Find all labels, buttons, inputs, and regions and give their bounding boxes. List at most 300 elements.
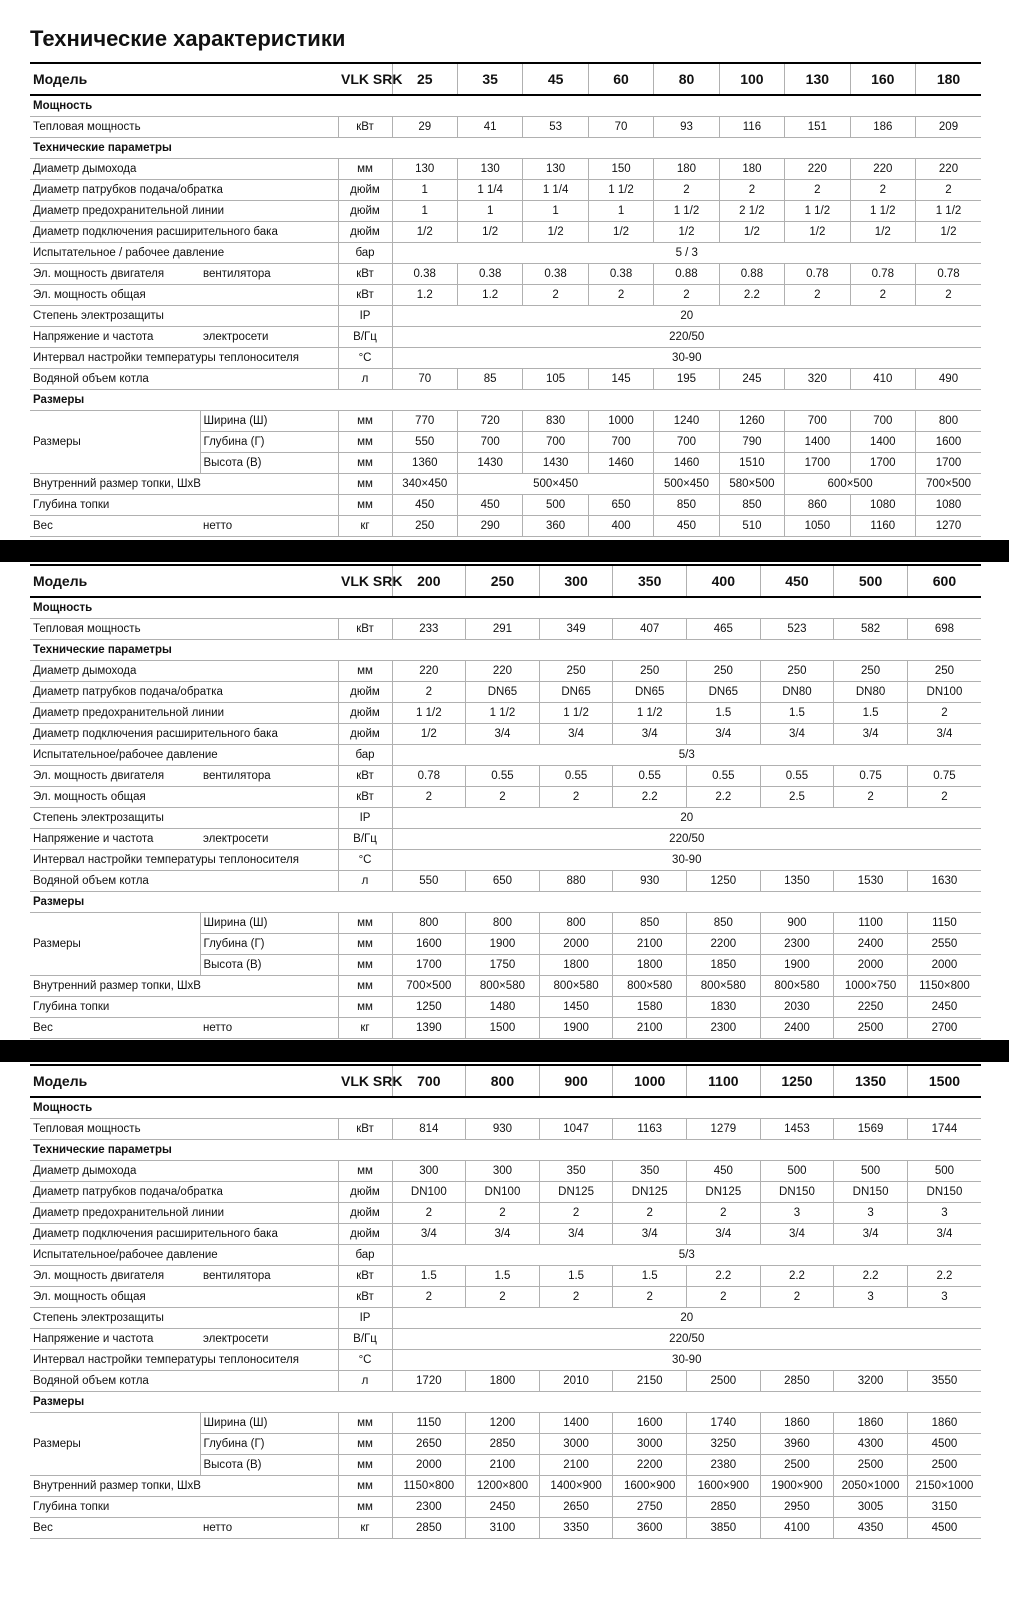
value-cell: 300 — [392, 1161, 466, 1182]
value-cell: 2750 — [613, 1497, 687, 1518]
row-label: Диаметр дымохода — [30, 661, 338, 682]
value-cell: 250 — [907, 661, 981, 682]
value-cell: DN125 — [613, 1182, 687, 1203]
value-cell: 0.55 — [466, 766, 540, 787]
row-sub-label: нетто — [200, 1018, 338, 1039]
value-cell: 3/4 — [539, 1224, 613, 1245]
value-cell: 1163 — [613, 1119, 687, 1140]
value-cell: 800 — [539, 913, 613, 934]
row-sub-label: электросети — [200, 1329, 338, 1350]
group-label: Размеры — [30, 1413, 200, 1476]
unit-cell: дюйм — [338, 703, 392, 724]
unit-cell: дюйм — [338, 682, 392, 703]
value-cell: 490 — [916, 369, 981, 390]
merged-value-cell: 20 — [392, 808, 981, 829]
value-cell: 1240 — [654, 411, 719, 432]
merged-value-cell: 220/50 — [392, 327, 981, 348]
value-cell: 1460 — [654, 453, 719, 474]
value-cell: 70 — [392, 369, 457, 390]
value-cell: 2 — [392, 682, 466, 703]
value-cell: DN65 — [613, 682, 687, 703]
unit-cell: мм — [338, 411, 392, 432]
table-row — [30, 306, 981, 327]
model-column-header: 350 — [613, 565, 687, 597]
value-cell: 700 — [523, 432, 588, 453]
value-cell: 0.88 — [719, 264, 784, 285]
value-cell: 0.78 — [850, 264, 915, 285]
unit-cell: дюйм — [338, 222, 392, 243]
value-cell: 150 — [588, 159, 653, 180]
value-cell: 3/4 — [907, 1224, 981, 1245]
merged-value-cell: 20 — [392, 1308, 981, 1329]
value-cell: 850 — [613, 913, 687, 934]
value-cell: 2100 — [466, 1455, 540, 1476]
value-cell: 860 — [785, 495, 850, 516]
unit-cell: л — [338, 1371, 392, 1392]
section-header-row — [30, 95, 981, 117]
merged-value-cell: 5/3 — [392, 745, 981, 766]
value-cell: 2 — [907, 703, 981, 724]
section-title: Размеры — [30, 390, 981, 411]
model-header-label: Модель — [30, 1065, 338, 1097]
series-label: VLK SRK — [338, 1065, 392, 1097]
table-row — [30, 1329, 981, 1350]
value-cell: 116 — [719, 117, 784, 138]
model-column-header: 700 — [392, 1065, 466, 1097]
model-column-header: 800 — [466, 1065, 540, 1097]
value-cell: 350 — [613, 1161, 687, 1182]
value-cell: 1150 — [907, 913, 981, 934]
model-column-header: 25 — [392, 63, 457, 95]
value-cell: 0.55 — [687, 766, 761, 787]
value-cell: 1830 — [687, 997, 761, 1018]
value-cell: 1/2 — [654, 222, 719, 243]
model-header-label: Модель — [30, 565, 338, 597]
row-label: Напряжение и частота — [30, 1329, 200, 1350]
value-cell: 1569 — [834, 1119, 908, 1140]
value-cell: 3/4 — [760, 1224, 834, 1245]
value-cell: 2 — [523, 285, 588, 306]
value-cell: 3 — [907, 1203, 981, 1224]
value-cell: 220 — [850, 159, 915, 180]
value-cell: 1 1/4 — [457, 180, 522, 201]
value-cell: 1150×800 — [392, 1476, 466, 1497]
value-cell: 130 — [392, 159, 457, 180]
value-cell: 3 — [760, 1203, 834, 1224]
value-cell: 1.5 — [760, 703, 834, 724]
value-cell: 2850 — [466, 1434, 540, 1455]
unit-cell: мм — [338, 976, 392, 997]
value-cell: 1600×900 — [687, 1476, 761, 1497]
value-cell: 3200 — [834, 1371, 908, 1392]
table-row — [30, 495, 981, 516]
value-cell: 1860 — [834, 1413, 908, 1434]
value-cell: 1460 — [588, 453, 653, 474]
unit-cell: кг — [338, 516, 392, 537]
value-cell: 1.2 — [392, 285, 457, 306]
table-row — [30, 1224, 981, 1245]
value-cell: 1900 — [760, 955, 834, 976]
value-cell: 2 — [834, 787, 908, 808]
value-cell: 1/2 — [916, 222, 981, 243]
unit-cell: °C — [338, 1350, 392, 1371]
value-cell: 2500 — [907, 1455, 981, 1476]
row-label: Диаметр патрубков подача/обратка — [30, 682, 338, 703]
value-cell: 360 — [523, 516, 588, 537]
merged-value-cell: 30-90 — [392, 850, 981, 871]
row-label: Глубина топки — [30, 1497, 338, 1518]
value-cell: 3/4 — [392, 1224, 466, 1245]
unit-cell: мм — [338, 934, 392, 955]
table-row — [30, 787, 981, 808]
row-label: Диаметр предохранительной линии — [30, 201, 338, 222]
table-row — [30, 724, 981, 745]
header-row — [30, 63, 981, 95]
value-cell: 2100 — [539, 1455, 613, 1476]
section-title: Технические параметры — [30, 640, 981, 661]
unit-cell: кВт — [338, 766, 392, 787]
value-cell: 2850 — [687, 1497, 761, 1518]
value-cell: 1530 — [834, 871, 908, 892]
unit-cell: дюйм — [338, 201, 392, 222]
value-cell: DN65 — [687, 682, 761, 703]
spec-table-block-1 — [30, 62, 981, 537]
value-cell: 3/4 — [539, 724, 613, 745]
model-column-header: 100 — [719, 63, 784, 95]
value-cell: 1250 — [687, 871, 761, 892]
value-cell: 880 — [539, 871, 613, 892]
value-cell: 300 — [466, 1161, 540, 1182]
row-label: Вес — [30, 516, 200, 537]
value-cell: 245 — [719, 369, 784, 390]
value-cell: 1/2 — [523, 222, 588, 243]
model-column-header: 300 — [539, 565, 613, 597]
value-cell: 4100 — [760, 1518, 834, 1539]
table-row — [30, 1308, 981, 1329]
value-cell: 2.2 — [760, 1266, 834, 1287]
row-label: Интервал настройки температуры теплоносителя — [30, 348, 338, 369]
value-cell: 2.2 — [719, 285, 784, 306]
row-label: Эл. мощность общая — [30, 787, 338, 808]
unit-cell: мм — [338, 453, 392, 474]
value-cell: 700 — [654, 432, 719, 453]
value-cell: 2 — [588, 285, 653, 306]
value-cell: 1 1/2 — [588, 180, 653, 201]
value-cell: 1080 — [916, 495, 981, 516]
value-cell: 698 — [907, 619, 981, 640]
table-row — [30, 180, 981, 201]
value-cell: 1.5 — [466, 1266, 540, 1287]
sub-label: Глубина (Г) — [200, 432, 338, 453]
value-cell: 500 — [834, 1161, 908, 1182]
value-cell: 410 — [850, 369, 915, 390]
value-cell: 1 1/4 — [523, 180, 588, 201]
table-row — [30, 1497, 981, 1518]
value-cell: 2 — [466, 1203, 540, 1224]
value-cell: 2 — [785, 180, 850, 201]
value-cell: 2 — [466, 1287, 540, 1308]
value-cell: 3550 — [907, 1371, 981, 1392]
value-cell: DN150 — [760, 1182, 834, 1203]
value-cell: 2 — [687, 1203, 761, 1224]
value-cell: 800×580 — [760, 976, 834, 997]
unit-cell: кг — [338, 1018, 392, 1039]
value-cell: 145 — [588, 369, 653, 390]
value-cell: 250 — [613, 661, 687, 682]
value-cell: 1.5 — [834, 703, 908, 724]
merged-value-cell: 5 / 3 — [392, 243, 981, 264]
value-cell: 4500 — [907, 1434, 981, 1455]
value-cell: 1 — [588, 201, 653, 222]
value-cell: 1453 — [760, 1119, 834, 1140]
sub-label: Высота (В) — [200, 955, 338, 976]
value-cell: 2850 — [392, 1518, 466, 1539]
value-cell: 1480 — [466, 997, 540, 1018]
model-column-header: 45 — [523, 63, 588, 95]
value-cell: 250 — [834, 661, 908, 682]
row-label: Внутренний размер топки, ШхВ — [30, 1476, 338, 1497]
unit-cell: мм — [338, 1161, 392, 1182]
unit-cell: В/Гц — [338, 1329, 392, 1350]
value-cell: 3 — [907, 1287, 981, 1308]
value-cell: 2 — [916, 285, 981, 306]
table-row — [30, 1018, 981, 1039]
value-cell: 0.55 — [613, 766, 687, 787]
value-cell: 250 — [760, 661, 834, 682]
value-cell: 1000 — [588, 411, 653, 432]
value-cell: 814 — [392, 1119, 466, 1140]
table-row — [30, 369, 981, 390]
value-cell: 2650 — [539, 1497, 613, 1518]
value-cell: DN100 — [907, 682, 981, 703]
value-cell: 3005 — [834, 1497, 908, 1518]
unit-cell: л — [338, 369, 392, 390]
table-row — [30, 829, 981, 850]
value-cell: 720 — [457, 411, 522, 432]
unit-cell: мм — [338, 1497, 392, 1518]
value-cell: 600×500 — [785, 474, 916, 495]
value-cell: 4350 — [834, 1518, 908, 1539]
value-cell: 3850 — [687, 1518, 761, 1539]
section-title: Мощность — [30, 95, 981, 117]
model-column-header: 500 — [834, 565, 908, 597]
value-cell: 1047 — [539, 1119, 613, 1140]
model-column-header: 900 — [539, 1065, 613, 1097]
header-row — [30, 565, 981, 597]
value-cell: 450 — [687, 1161, 761, 1182]
value-cell: 1600 — [392, 934, 466, 955]
value-cell: 2650 — [392, 1434, 466, 1455]
value-cell: 1 — [457, 201, 522, 222]
row-label: Внутренний размер топки, ШхВ — [30, 976, 338, 997]
value-cell: 500 — [907, 1161, 981, 1182]
row-label: Диаметр дымохода — [30, 1161, 338, 1182]
row-label: Испытательное/рабочее давление — [30, 745, 338, 766]
value-cell: 2 — [613, 1287, 687, 1308]
value-cell: DN125 — [687, 1182, 761, 1203]
value-cell: 350 — [539, 1161, 613, 1182]
section-header-row — [30, 597, 981, 619]
value-cell: 1630 — [907, 871, 981, 892]
merged-value-cell: 5/3 — [392, 1245, 981, 1266]
value-cell: 450 — [457, 495, 522, 516]
model-column-header: 130 — [785, 63, 850, 95]
value-cell: 195 — [654, 369, 719, 390]
unit-cell: мм — [338, 159, 392, 180]
value-cell: 2550 — [907, 934, 981, 955]
value-cell: 3 — [834, 1203, 908, 1224]
value-cell: 3250 — [687, 1434, 761, 1455]
merged-value-cell: 20 — [392, 306, 981, 327]
value-cell: 1900×900 — [760, 1476, 834, 1497]
value-cell: 1800 — [466, 1371, 540, 1392]
sub-label: Ширина (Ш) — [200, 411, 338, 432]
value-cell: 500×450 — [654, 474, 719, 495]
spec-table — [30, 1064, 981, 1539]
row-label: Напряжение и частота — [30, 829, 200, 850]
value-cell: 800×580 — [687, 976, 761, 997]
value-cell: 2700 — [907, 1018, 981, 1039]
unit-cell: мм — [338, 1455, 392, 1476]
value-cell: 220 — [785, 159, 850, 180]
value-cell: 2030 — [760, 997, 834, 1018]
value-cell: 1390 — [392, 1018, 466, 1039]
row-label: Тепловая мощность — [30, 619, 338, 640]
value-cell: 650 — [588, 495, 653, 516]
value-cell: 0.55 — [760, 766, 834, 787]
unit-cell: мм — [338, 955, 392, 976]
value-cell: 2 — [654, 285, 719, 306]
unit-cell: кВт — [338, 264, 392, 285]
value-cell: 2500 — [834, 1455, 908, 1476]
value-cell: 180 — [719, 159, 784, 180]
value-cell: 2400 — [760, 1018, 834, 1039]
value-cell: 1.5 — [539, 1266, 613, 1287]
value-cell: 2000 — [392, 1455, 466, 1476]
value-cell: 3/4 — [613, 724, 687, 745]
unit-cell: мм — [338, 913, 392, 934]
value-cell: 450 — [392, 495, 457, 516]
value-cell: 1600 — [613, 1413, 687, 1434]
value-cell: DN150 — [834, 1182, 908, 1203]
value-cell: 4300 — [834, 1434, 908, 1455]
row-label: Испытательное/рабочее давление — [30, 1245, 338, 1266]
table-row — [30, 997, 981, 1018]
series-label: VLK SRK — [338, 63, 392, 95]
unit-cell: IP — [338, 1308, 392, 1329]
value-cell: 2400 — [834, 934, 908, 955]
value-cell: 2300 — [687, 1018, 761, 1039]
value-cell: 85 — [457, 369, 522, 390]
value-cell: 1450 — [539, 997, 613, 1018]
value-cell: 700 — [457, 432, 522, 453]
value-cell: 1750 — [466, 955, 540, 976]
value-cell: 0.75 — [907, 766, 981, 787]
model-column-header: 250 — [466, 565, 540, 597]
unit-cell: кВт — [338, 285, 392, 306]
value-cell: 1800 — [539, 955, 613, 976]
value-cell: DN125 — [539, 1182, 613, 1203]
value-cell: 2 — [850, 285, 915, 306]
value-cell: 2 1/2 — [719, 201, 784, 222]
table-row — [30, 1413, 981, 1434]
unit-cell: мм — [338, 1434, 392, 1455]
merged-value-cell: 220/50 — [392, 829, 981, 850]
row-label: Диаметр подключения расширительного бака — [30, 222, 338, 243]
row-sub-label: вентилятора — [200, 766, 338, 787]
value-cell: 151 — [785, 117, 850, 138]
value-cell: 2 — [907, 787, 981, 808]
value-cell: 523 — [760, 619, 834, 640]
unit-cell: бар — [338, 745, 392, 766]
value-cell: 1/2 — [850, 222, 915, 243]
section-title: Мощность — [30, 1097, 981, 1119]
value-cell: 3150 — [907, 1497, 981, 1518]
value-cell: 1510 — [719, 453, 784, 474]
value-cell: 2450 — [907, 997, 981, 1018]
value-cell: 2300 — [760, 934, 834, 955]
value-cell: 1360 — [392, 453, 457, 474]
table-row — [30, 913, 981, 934]
value-cell: 2200 — [687, 934, 761, 955]
row-label: Эл. мощность двигателя — [30, 264, 200, 285]
value-cell: 510 — [719, 516, 784, 537]
value-cell: 1260 — [719, 411, 784, 432]
value-cell: 220 — [392, 661, 466, 682]
row-sub-label: вентилятора — [200, 264, 338, 285]
value-cell: 1160 — [850, 516, 915, 537]
value-cell: 4500 — [907, 1518, 981, 1539]
value-cell: 700×500 — [916, 474, 981, 495]
sub-label: Ширина (Ш) — [200, 913, 338, 934]
row-label: Испытательное / рабочее давление — [30, 243, 338, 264]
section-header-row — [30, 390, 981, 411]
unit-cell: мм — [338, 432, 392, 453]
value-cell: 2500 — [834, 1018, 908, 1039]
table-row — [30, 1518, 981, 1539]
sub-label: Глубина (Г) — [200, 1434, 338, 1455]
value-cell: 2450 — [466, 1497, 540, 1518]
value-cell: 2150 — [613, 1371, 687, 1392]
unit-cell: IP — [338, 306, 392, 327]
value-cell: 1580 — [613, 997, 687, 1018]
value-cell: 220 — [916, 159, 981, 180]
value-cell: 3960 — [760, 1434, 834, 1455]
model-header-label: Модель — [30, 63, 338, 95]
value-cell: DN100 — [466, 1182, 540, 1203]
model-column-header: 80 — [654, 63, 719, 95]
row-sub-label: нетто — [200, 516, 338, 537]
value-cell: 1/2 — [392, 222, 457, 243]
value-cell: 1700 — [850, 453, 915, 474]
value-cell: 1/2 — [719, 222, 784, 243]
value-cell: 1 1/2 — [613, 703, 687, 724]
table-row — [30, 516, 981, 537]
value-cell: 291 — [466, 619, 540, 640]
value-cell: 1 1/2 — [392, 703, 466, 724]
value-cell: 1 1/2 — [466, 703, 540, 724]
section-header-row — [30, 1140, 981, 1161]
value-cell: 2100 — [613, 934, 687, 955]
row-label: Эл. мощность общая — [30, 1287, 338, 1308]
series-label: VLK SRK — [338, 565, 392, 597]
value-cell: 1400×900 — [539, 1476, 613, 1497]
value-cell: 70 — [588, 117, 653, 138]
merged-value-cell: 30-90 — [392, 1350, 981, 1371]
row-label: Степень электрозащиты — [30, 306, 338, 327]
value-cell: 0.38 — [457, 264, 522, 285]
model-column-header: 1500 — [907, 1065, 981, 1097]
